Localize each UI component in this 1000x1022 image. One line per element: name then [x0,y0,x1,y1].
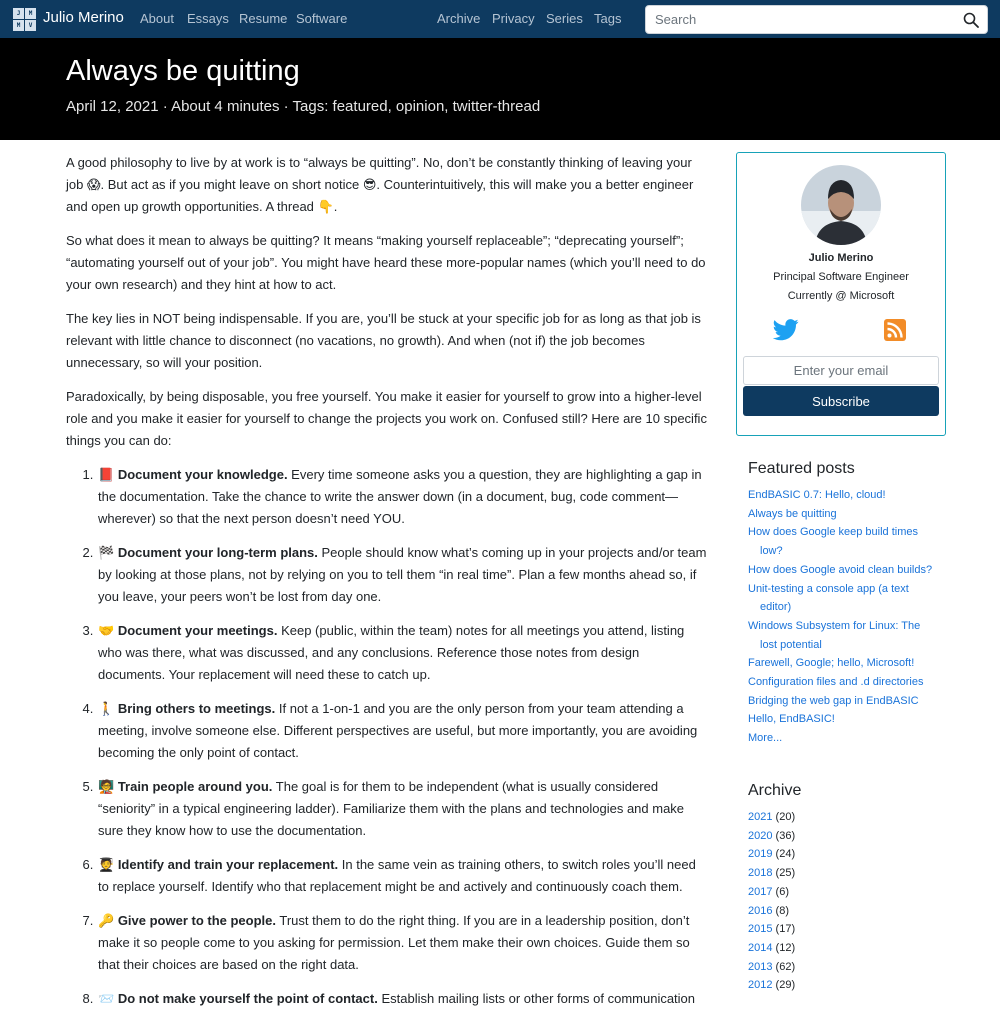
featured-more-link[interactable]: More... [748,732,783,745]
featured-posts-heading: Featured posts [748,460,855,477]
list-item-text: People should know what’s coming up in your projects and/or team by looking at those plans, not by relying on you to tell them “in real time”. Plan a few months ahead so, if you leave, your peers won’t be lost from day one. [98,545,707,604]
teacher-icon: 🧑‍🏫 [98,779,115,794]
archive-count: (36) [772,829,796,842]
nav-link-software[interactable]: Software [296,11,348,26]
email-field[interactable] [743,356,939,385]
list-item [97,776,710,842]
list-item-title: Document your long-term plans. [117,545,318,560]
featured-post-link[interactable]: How does Google keep build times low? [748,526,918,558]
nav-link-privacy[interactable]: Privacy [492,11,535,26]
featured-post-link[interactable]: Farewell, Google; hello, Microsoft! [748,657,915,670]
list-item-title: Bring others to meetings. [117,701,276,716]
list-item-text: If not a 1-on-1 and you are the only person from your team attending a meeting, involve someone else. Different perspectives are useful, but more importantly, you are avoiding becoming the only point of contact. [98,701,698,760]
archive-year-link[interactable]: 2013 [748,960,773,973]
archive-year-link[interactable]: 2017 [748,885,773,898]
archive-item [748,976,948,995]
post-title: Always be quitting [66,55,300,87]
featured-post-link[interactable]: Windows Subsystem for Linux: The lost potential [748,619,921,651]
author-role: Principal Software Engineer [773,271,909,283]
tips-list [66,464,710,1010]
archive-year-link[interactable]: 2014 [748,941,773,954]
nav-link-resume[interactable]: Resume [239,11,288,26]
featured-post-link[interactable]: Configuration files and .d directories [748,676,924,689]
archive-year-link[interactable]: 2016 [748,904,773,917]
author-company: Currently @ Microsoft [787,290,895,302]
featured-post-link[interactable]: How does Google avoid clean builds? [748,563,933,576]
featured-post-link[interactable]: EndBASIC 0.7: Hello, cloud! [748,489,886,501]
archive-count: (62) [772,960,796,973]
logo-letter: M [25,8,36,19]
archive-item [748,808,948,827]
key-icon: 🔑 [98,913,115,928]
book-icon: 📕 [98,467,115,482]
author-name: Julio Merino [808,252,874,264]
brand-logo-icon[interactable] [13,8,36,31]
archive-year-link[interactable]: 2021 [748,811,773,823]
article-body [66,152,710,1022]
archive-count: (25) [772,867,796,880]
list-item [97,464,710,530]
list-item-text: In the same vein as training others, to switch roles you’ll need to replace yourself. Identify who that replacement might be and actively and continuously coach them. [98,857,696,894]
top-navbar [0,0,1000,38]
archive-item [748,827,948,846]
student-icon: 🧑‍🎓 [98,857,115,872]
list-item-title: Give power to the people. [117,913,277,928]
archive-count: (8) [772,904,789,917]
post-header [0,38,1000,140]
archive-count: (17) [772,923,796,936]
twitter-icon[interactable] [773,319,799,341]
featured-post-link[interactable]: Bridging the web gap in EndBASIC [748,694,919,707]
archive-item [748,883,948,902]
list-item [97,542,710,608]
list-item [97,698,710,764]
search-input[interactable] [646,6,956,33]
post-meta: April 12, 2021 · About 4 minutes · Tags: featured, opinion, twitter-thread [66,98,541,115]
archive-item [748,958,948,977]
list-item-title: Document your meetings. [117,623,278,638]
brand-link[interactable]: Julio Merino [43,9,124,26]
archive-item [748,845,948,864]
archive-item [748,939,948,958]
archive-year-link[interactable]: 2012 [748,979,773,992]
nav-link-series[interactable]: Series [546,11,583,26]
featured-posts-list [748,486,948,748]
archive-year-link[interactable]: 2015 [748,923,773,936]
archive-list [748,808,948,995]
list-item [97,854,710,898]
archive-year-link[interactable]: 2019 [748,848,773,861]
featured-post-link[interactable]: Always be quitting [748,507,837,520]
article-paragraph: A good philosophy to live by at work is to “always be quitting”. No, don’t be constantly thinking of leaving your job 😱. But act as if you might leave on short notice 😎. Counterintuitively, this will make you a better engineer and open up growth opportunities. A thread 👇. [66,155,694,214]
list-item-title: Identify and train your replacement. [117,857,339,872]
subscribe-button[interactable]: Subscribe [743,386,939,416]
archive-item [748,902,948,921]
logo-letter: V [25,20,36,31]
archive-count: (24) [772,848,796,861]
list-item-text: Trust them to do the right thing. If you are in a leadership position, don’t make it so people come to you asking for permission. Let them make their own choices. Guide them so that their choices are based on the right data. [98,913,690,972]
featured-posts-section [748,460,948,748]
nav-link-about[interactable]: About [140,11,174,26]
walking-person-icon: 🚶 [98,701,115,716]
avatar[interactable] [801,165,881,245]
archive-count: (29) [772,979,796,992]
list-item-text: Every time someone asks you a question, they are highlighting a gap in the documentation. Take the chance to write the answer down (in a document, bug, code comment—wherever) so that the next person doesn’t need YOU. [98,467,702,526]
list-item-text: Keep (public, within the team) notes for all meetings you attend, listing who was there, what was discussed, and any conclusions. Reference those notes from design documents. Your replacement will need these to catch up. [98,623,685,682]
list-item-title: Do not make yourself the point of contact. [117,991,378,1006]
featured-post-link[interactable]: Unit-testing a console app (a text editor) [748,582,909,614]
article-paragraph: Paradoxically, by being disposable, you free yourself. You make it easier for yourself to grow into a higher-level role and you make it easier for yourself to change the projects you work on. Confused still? Here are 10 specific things you can do: [66,389,707,448]
envelope-icon: 📨 [98,991,115,1006]
search-box [645,5,988,34]
handshake-icon: 🤝 [98,623,115,638]
list-item-title: Document your knowledge. [117,467,288,482]
nav-link-tags[interactable]: Tags [594,11,622,26]
archive-count: (6) [772,885,789,898]
article-paragraph: So what does it mean to always be quitting? It means “making yourself replaceable”; “deprecating yourself”; “automating yourself out of your job”. You might have heard these more-popular names (which you’ll need to do your own research) and they hint at how to act. [66,233,706,292]
archive-heading: Archive [748,782,802,799]
archive-year-link[interactable]: 2020 [748,829,773,842]
archive-count: (20) [772,811,796,823]
article-paragraph: The key lies in NOT being indispensable. If you are, you’ll be stuck at your specific job for as long as that job is relevant with little chance to disconnect (no vacations, no growth). And when (not if) the job becomes unnecessary, so will your position. [66,311,701,370]
checkered-flag-icon: 🏁 [98,545,115,560]
featured-post-link[interactable]: Hello, EndBASIC! [748,713,835,726]
archive-count: (12) [772,941,796,954]
list-item-title: Train people around you. [117,779,273,794]
list-item [97,910,710,976]
archive-year-link[interactable]: 2018 [748,867,773,880]
logo-letter: M [13,20,24,31]
nav-link-essays[interactable]: Essays [187,11,229,26]
archive-item [748,920,948,939]
nav-link-archive[interactable]: Archive [437,11,481,26]
list-item [97,620,710,686]
rss-icon[interactable] [884,319,906,341]
search-icon[interactable] [963,12,979,28]
profile-card [736,152,946,436]
list-item [97,988,710,1010]
list-item-text: The goal is for them to be independent (what is usually considered “seniority” in a typical engineering ladder). Familiarize them with the plans and technologies and make sure they know how to use the documentation. [98,779,685,838]
logo-letter: J [13,8,24,19]
archive-section [748,782,948,995]
list-item-text: Establish mailing lists or other forms of communication [377,991,696,1006]
archive-item [748,864,948,883]
